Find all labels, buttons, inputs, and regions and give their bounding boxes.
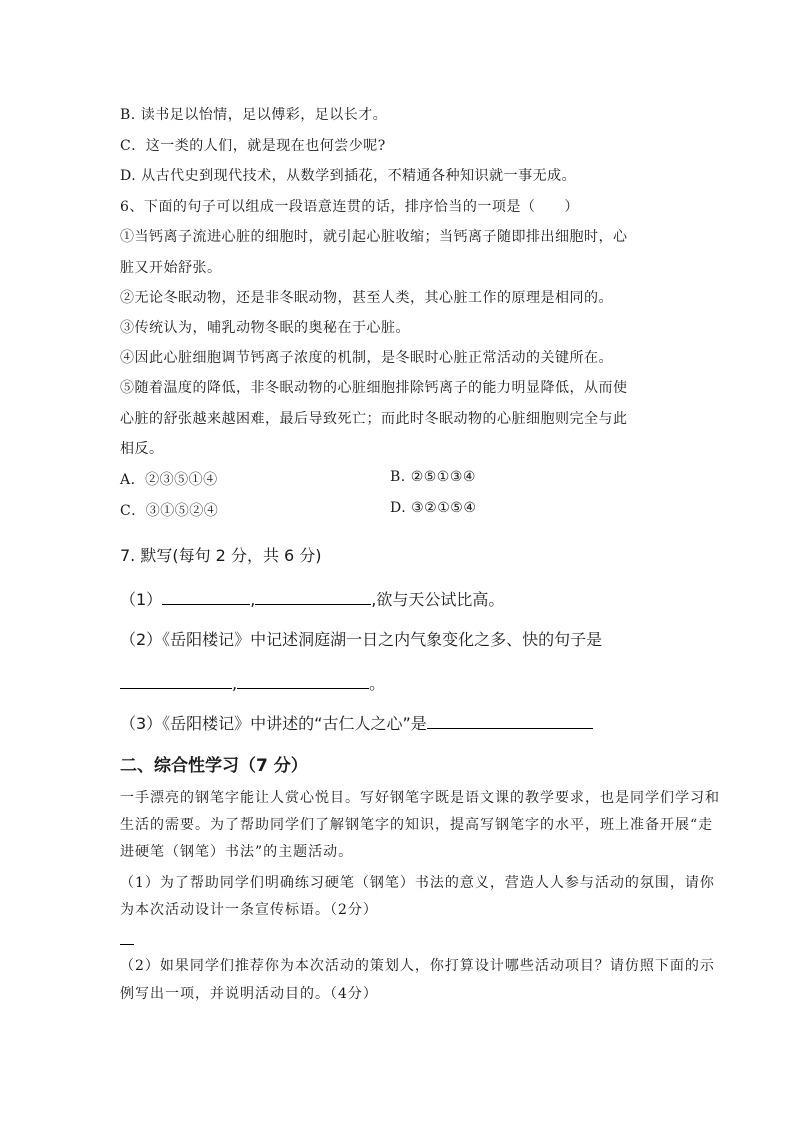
q7-part-2-separator: ,: [232, 674, 238, 693]
answer-line-stub[interactable]: [120, 944, 134, 945]
q6-sentence-5: ⑤随着温度的降低，非冬眠动物的心脏细胞排除钙离子的能力明显降低，从而使: [120, 380, 628, 396]
q7-part-1-separator: ,: [250, 590, 256, 609]
q6-sentence-1: ①当钙离子流进心脏的细胞时，就引起心脏收缩；当钙离子随即排出细胞时，心: [120, 229, 628, 245]
q7-part-2-blank-1[interactable]: [120, 672, 232, 689]
q5-option-c: C．这一类的人们，就是现在也何尝少呢?: [120, 138, 386, 154]
section-2-question-1: （1）为了帮助同学们明确练习硬笔（钢笔）书法的意义，营造人人参与活动的氛围，请你: [120, 875, 715, 891]
section-2-heading: 二、综合性学习（7 分）: [120, 756, 308, 776]
section-2-question-2-cont: 例写出一项，并说明活动目的。（4分）: [120, 986, 378, 1002]
q6-sentence-1-cont: 脏又开始舒张。: [120, 260, 222, 276]
q6-sentence-2: ②无论冬眠动物，还是非冬眠动物，甚至人类，其心脏工作的原理是相同的。: [120, 290, 613, 306]
q6-sentence-5-end: 相反。: [120, 441, 164, 457]
q7-part-1: [120, 587, 504, 610]
q6-option-b: B. ②⑤①③④: [390, 469, 476, 485]
q6-option-a: A．②③⑤①④: [120, 472, 218, 488]
q7-part-3-text: （3）《岳阳楼记》中讲述的“古仁人之心”是: [120, 714, 427, 733]
q5-option-d: D. 从古代史到现代技术，从数学到插花，不精通各种知识就一事无成。: [120, 168, 577, 184]
q7-part-1-blank-2[interactable]: [255, 588, 371, 605]
q7-part-2: （2）《岳阳楼记》中记述洞庭湖一日之内气象变化之多、快的句子是: [120, 630, 603, 649]
section-2-intro-line-3: 进硬笔（钢笔）书法”的主题活动。: [120, 844, 354, 860]
q5-option-b: B. 读书足以怡情，足以傅彩，足以长才。: [120, 107, 388, 123]
q6-option-c: C．③①⑤②④: [120, 503, 219, 519]
q7-part-2-answer-line: [120, 671, 385, 694]
section-2-intro-line-1: 一手漂亮的钢笔字能让人赏心悦目。写好钢笔字既是语文课的教学要求，也是同学们学习和: [120, 790, 720, 806]
q6-stem: 6、下面的句子可以组成一段语意连贯的话，排序恰当的一项是（ ）: [120, 199, 579, 215]
q6-sentence-5-cont: 心脏的舒张越来越困难，最后导致死亡；而此时冬眠动物的心脏细胞则完全与此: [120, 411, 628, 427]
q7-part-3: [120, 711, 593, 734]
q6-sentence-3: ③传统认为，哺乳动物冬眠的奥秘在于心脏。: [120, 320, 410, 336]
q7-part-1-text: ,欲与天公试比高。: [371, 590, 505, 609]
q7-title: 7. 默写(每句 2 分，共 6 分): [120, 546, 322, 565]
q7-part-2-blank-2[interactable]: [237, 672, 369, 689]
q6-sentence-4: ④因此心脏细胞调节钙离子浓度的机制，是冬眠时心脏正常活动的关键所在。: [120, 350, 613, 366]
q7-part-3-blank[interactable]: [427, 712, 593, 729]
section-2-question-2: （2）如果同学们推荐你为本次活动的策划人，你打算设计哪些活动项目？请仿照下面的示: [120, 958, 715, 974]
q6-option-d: D. ③②①⑤④: [390, 500, 477, 516]
q7-part-1-blank-1[interactable]: [162, 588, 250, 605]
section-2-intro-line-2: 生活的需要。为了帮助同学们了解钢笔字的知识，提高写钢笔字的水平，班上准备开展“走: [120, 817, 714, 833]
q7-part-1-number: （1）: [120, 590, 163, 609]
q7-part-2-end: 。: [369, 674, 386, 693]
section-2-question-1-cont: 为本次活动设计一条宣传标语。（2分）: [120, 902, 378, 918]
